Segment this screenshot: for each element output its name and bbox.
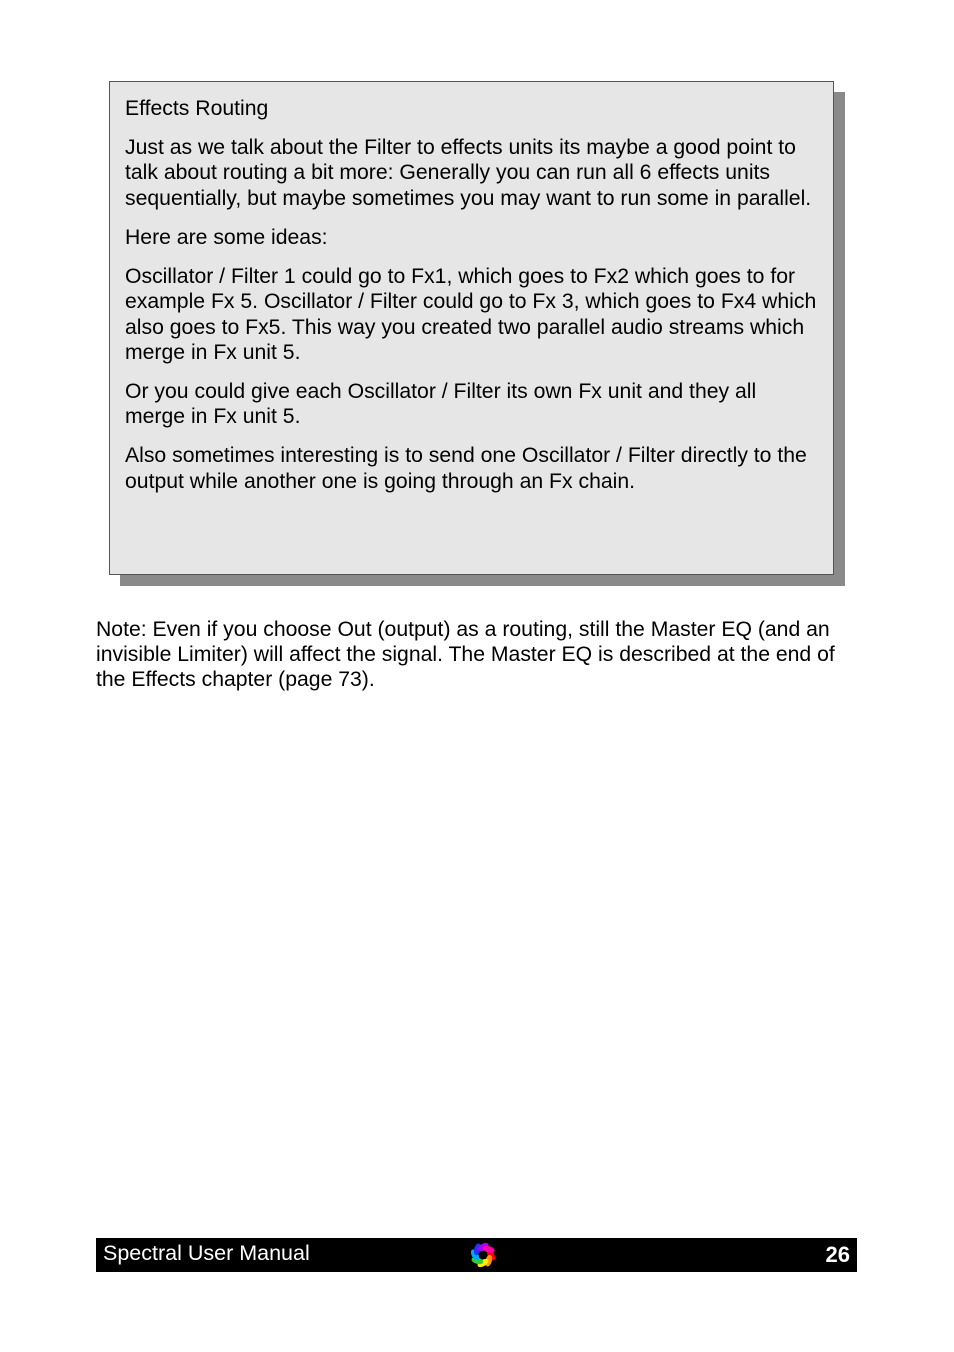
info-box-panel [109, 81, 834, 575]
info-box-paragraph: Here are some ideas: [125, 225, 328, 249]
info-box-paragraph: Oscillator / Filter 1 could go to Fx1, which goes to Fx2 which goes to for example Fx 5. Oscillator / Filter could go to Fx 3, which goes to Fx4 which also goes to Fx5. This way you created two parallel audio streams which merge in Fx unit 5. [125, 264, 817, 365]
info-box [109, 81, 834, 575]
info-box-paragraph: Just as we talk about the Filter to effects units its maybe a good point to talk about routing a bit more: Generally you can run all 6 effects units sequentially, but maybe sometimes you may want to run some in parallel. [125, 136, 812, 210]
page-footer [96, 1238, 857, 1272]
logo-core [480, 1252, 486, 1258]
footer-title: Spectral User Manual [103, 1241, 310, 1265]
info-box-title: Effects Routing [125, 97, 269, 120]
page-number: 26 [825, 1242, 850, 1267]
info-box-paragraph: Or you could give each Oscillator / Filter its own Fx unit and they all merge in Fx unit 5. [125, 380, 757, 429]
spectral-logo-icon [465, 1238, 501, 1272]
note-paragraph: Note: Even if you choose Out (output) as a routing, still the Master EQ (and an invisible Limiter) will affect the signal. The Master EQ is described at the end of the Effects chapter (page 73). [96, 618, 835, 692]
info-box-paragraph: Also sometimes interesting is to send one Oscillator / Filter directly to the output while another one is going through an Fx chain. [125, 444, 807, 493]
